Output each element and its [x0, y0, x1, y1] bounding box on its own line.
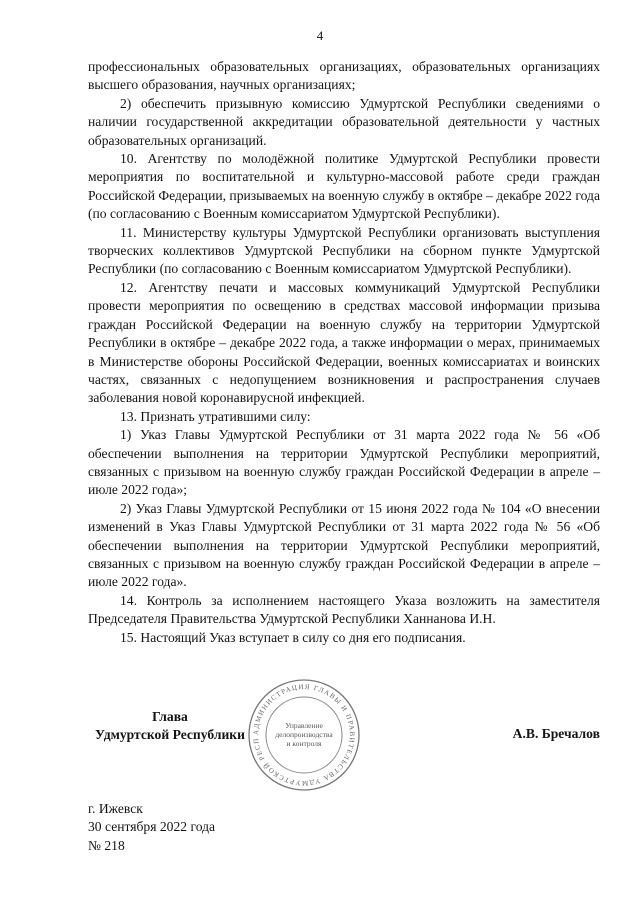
- paragraph: 12. Агентству печати и массовых коммуникаций Удмуртской Республики провести мероприятия по освещению в средствах массовой информации призыва граждан Российской Федерации на военную службу на территории Удмуртской Республики в октябре – декабре 2022 года, а также информации о мерах, принимаемых в Министерстве обороны Российской Федерации, военных комиссариатах и воинских частях, связанных с недопущением возникновения и распространения случаев заболевания новой коронавирусной инфекцией.: [88, 279, 600, 406]
- date: 30 сентября 2022 года: [88, 819, 216, 835]
- stamp-ring-text: АДМИНИСТРАЦИЯ ГЛАВЫ И ПРАВИТЕЛЬСТВА УДМУРТСКОЙ РЕСП: [251, 682, 357, 788]
- paragraph: 15. Настоящий Указ вступает в силу со дня его подписания.: [120, 629, 466, 645]
- paragraph: 2) обеспечить призывную комиссию Удмуртской Республики сведениями о наличии государственной аккредитации образовательной деятельности у частных образовательных организаций.: [88, 95, 600, 148]
- city: г. Ижевск: [88, 801, 143, 816]
- document-body: [88, 58, 600, 647]
- stamp-inner-line: делопроизводства: [275, 730, 333, 739]
- signature-title: [86, 708, 254, 745]
- document-number: № 218: [88, 837, 125, 853]
- signatory-name: А.В. Бречалов: [512, 726, 600, 741]
- stamp-inner-line: Управление: [285, 721, 323, 730]
- paragraph: 14. Контроль за исполнением настоящего Указа возложить на заместителя Председателя Правительства Удмуртской Республики Ханнанова И.Н.: [88, 592, 600, 627]
- office-stamp: [246, 677, 362, 793]
- paragraph: 1) Указ Главы Удмуртской Республики от 31 марта 2022 года № 56 «Об обеспечении выполнения на территории Удмуртской Республики мероприятий, связанных с призывом на военную службу граждан Российской Федерации в апреле – июле 2022 года»;: [88, 427, 600, 498]
- paragraph: 2) Указ Главы Удмуртской Республики от 15 июня 2022 года № 104 «О внесении изменений в Указ Главы Удмуртской Республики от 31 марта 2022 года № 56 «Об обеспечении выполнения на территории Удмуртской Республики мероприятий, связанных с призывом на военную службу граждан Российской Федерации в апреле – июле 2022 года».: [88, 500, 600, 590]
- page-number: 4: [316, 28, 324, 43]
- paragraph: 13. Признать утратившими силу:: [120, 408, 311, 424]
- stamp-inner-line: и контроля: [286, 739, 322, 748]
- signature-title-line: Удмуртской Республики: [95, 727, 245, 743]
- paragraph: 10. Агентству по молодёжной политике Удмуртской Республики провести мероприятия по воспитательной и культурно-массовой работе среди граждан Российской Федерации, призываемых на военную службу в октябре – декабре 2022 года (по согласованию с Военным комиссариатом Удмуртской Республики).: [88, 151, 600, 222]
- paragraph: 11. Министерству культуры Удмуртской Республики организовать выступления творческих коллективов Удмуртской Республики на сборном пункте Удмуртской Республики (по согласованию с Военным комиссариатом Удмуртской Республики).: [88, 224, 600, 277]
- signature-title-line: Глава: [152, 709, 188, 724]
- place-date-block: [88, 800, 215, 855]
- paragraph: профессиональных образовательных организациях, образовательных организациях высшего образования, научных организациях;: [88, 59, 600, 93]
